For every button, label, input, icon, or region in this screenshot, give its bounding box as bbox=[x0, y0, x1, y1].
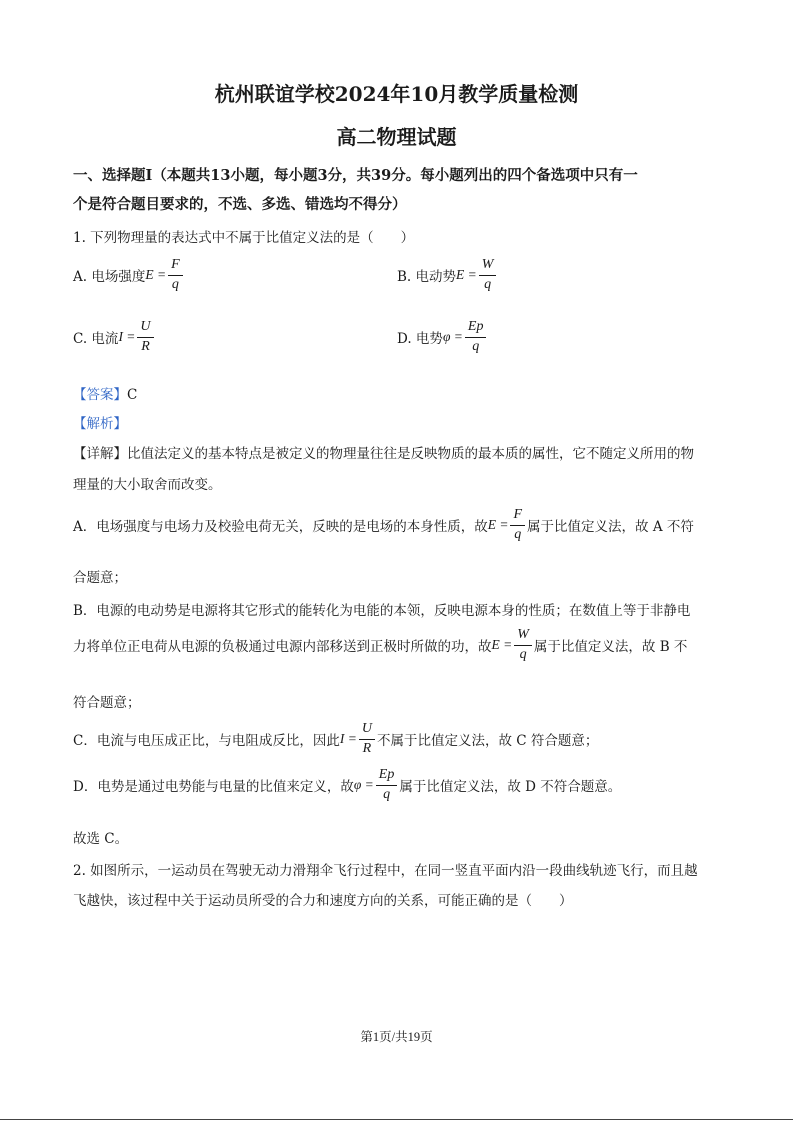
answer-value: C bbox=[127, 387, 138, 403]
explain-a-lhs: E = bbox=[487, 517, 509, 533]
option-c-numerator: U bbox=[140, 319, 151, 334]
fraction-bar bbox=[479, 275, 497, 276]
explain-b-line2 bbox=[73, 628, 687, 662]
explain-c-pre: C．电流与电压成正比，与电阻成反比，因此 bbox=[73, 733, 340, 750]
conclusion: 故选 C。 bbox=[73, 831, 129, 847]
explain-b-post: 属于比值定义法，故 B 不 bbox=[533, 639, 688, 656]
option-d bbox=[397, 320, 488, 354]
explain-c-fraction bbox=[359, 722, 375, 756]
answer-tag: 【答案】 bbox=[73, 387, 127, 403]
option-a-label: A. 电场强度 bbox=[73, 269, 146, 286]
fraction-bar bbox=[137, 337, 153, 338]
explain-a-line1 bbox=[73, 508, 694, 542]
option-c-label: C. 电流 bbox=[73, 331, 119, 348]
explain-a-denominator: q bbox=[514, 526, 522, 542]
question-2-line1: 2. 如图所示，一运动员在驾驶无动力滑翔伞飞行过程中，在同一竖直平面内沿一段曲线轨迹飞行，而且越 bbox=[73, 863, 698, 879]
fraction-bar bbox=[510, 525, 525, 526]
explain-a-post: 属于比值定义法，故 A 不符 bbox=[527, 519, 694, 536]
detail-text1: 比值法定义的基本特点是被定义的物理量往往是反映物质的最本质的属性，它不随定义所用的物 bbox=[127, 446, 694, 462]
fraction-bar bbox=[376, 785, 398, 786]
explain-a-line2: 合题意； bbox=[73, 570, 127, 586]
option-d-label: D. 电势 bbox=[397, 331, 443, 348]
option-b-label: B. 电动势 bbox=[397, 269, 457, 286]
question-2-line2: 飞越快，该过程中关于运动员所受的合力和速度方向的关系，可能正确的是（ ） bbox=[73, 893, 573, 909]
option-b-lhs: E = bbox=[456, 267, 477, 283]
explain-d-denominator: q bbox=[383, 786, 391, 802]
detail-line2: 理量的大小取舍而改变。 bbox=[73, 477, 222, 493]
explain-c-post: 不属于比值定义法，故 C 符合题意； bbox=[376, 733, 599, 750]
section-heading-line2: 个是符合题目要求的，不选、多选、错选均不得分） bbox=[73, 196, 407, 213]
explain-a-numerator: F bbox=[513, 507, 523, 522]
option-d-fraction bbox=[465, 320, 487, 354]
explain-b-pre: 力将单位正电荷从电源的负极通过电源内部移送到正极时所做的功，故 bbox=[73, 639, 492, 656]
detail-tag: 【详解】 bbox=[73, 446, 127, 462]
explain-d-lhs: φ = bbox=[353, 777, 374, 793]
explain-c-line bbox=[73, 722, 598, 756]
option-b-denominator: q bbox=[484, 276, 492, 292]
question-1-stem: 1. 下列物理量的表达式中不属于比值定义法的是（ ） bbox=[73, 230, 415, 246]
option-a bbox=[73, 258, 185, 292]
explain-b-lhs: E = bbox=[491, 637, 513, 653]
option-b-fraction bbox=[479, 258, 497, 292]
exam-subtitle: 高二物理试题 bbox=[336, 125, 457, 149]
option-a-denominator: q bbox=[171, 276, 179, 292]
explain-b-fraction bbox=[514, 628, 532, 662]
option-c-lhs: I = bbox=[118, 329, 136, 345]
option-c-denominator: R bbox=[141, 338, 150, 354]
explain-c-lhs: I = bbox=[339, 731, 357, 747]
explain-d-line bbox=[73, 768, 621, 802]
explain-a-pre: A．电场强度与电场力及校验电荷无关，反映的是电场的本身性质，故 bbox=[73, 519, 488, 536]
explain-d-post: 属于比值定义法，故 D 不符合题意。 bbox=[399, 779, 622, 796]
explain-b-line3: 符合题意； bbox=[73, 695, 141, 711]
answer-line bbox=[73, 383, 137, 403]
explain-d-fraction bbox=[376, 768, 398, 802]
bottom-divider bbox=[0, 1119, 793, 1120]
option-a-numerator: F bbox=[171, 257, 180, 272]
fraction-bar bbox=[359, 739, 375, 740]
option-d-denominator: q bbox=[472, 338, 480, 354]
explain-b-denominator: q bbox=[519, 646, 527, 662]
explain-a-fraction bbox=[510, 508, 525, 542]
explain-b-line1: B．电源的电动势是电源将其它形式的能转化为电能的本领，反映电源本身的性质；在数值上等于非静电 bbox=[73, 603, 691, 619]
option-d-numerator: Ep bbox=[467, 319, 484, 334]
explain-c-denominator: R bbox=[362, 740, 372, 756]
explain-d-pre: D．电势是通过电势能与电量的比值来定义，故 bbox=[73, 779, 354, 796]
exam-title: 杭州联谊学校2024年10月教学质量检测 bbox=[214, 82, 579, 106]
option-d-lhs: φ = bbox=[442, 329, 463, 345]
option-a-fraction bbox=[168, 258, 183, 292]
option-c-fraction bbox=[137, 320, 153, 354]
fraction-bar bbox=[168, 275, 183, 276]
option-c bbox=[73, 320, 156, 354]
explain-d-numerator: Ep bbox=[378, 767, 395, 782]
analysis-tag: 【解析】 bbox=[73, 416, 127, 432]
explain-c-numerator: U bbox=[361, 721, 372, 736]
fraction-bar bbox=[465, 337, 487, 338]
explain-b-numerator: W bbox=[517, 627, 529, 642]
section-heading-line1: 一、选择题Ⅰ（本题共13小题，每小题3分，共39分。每小题列出的四个备选项中只有一 bbox=[73, 167, 638, 184]
detail-line1 bbox=[73, 442, 694, 462]
option-a-lhs: E = bbox=[145, 267, 167, 283]
option-b bbox=[397, 258, 498, 292]
option-b-numerator: W bbox=[481, 257, 494, 272]
fraction-bar bbox=[514, 645, 532, 646]
page-number: 第1页/共19页 bbox=[360, 1030, 433, 1044]
